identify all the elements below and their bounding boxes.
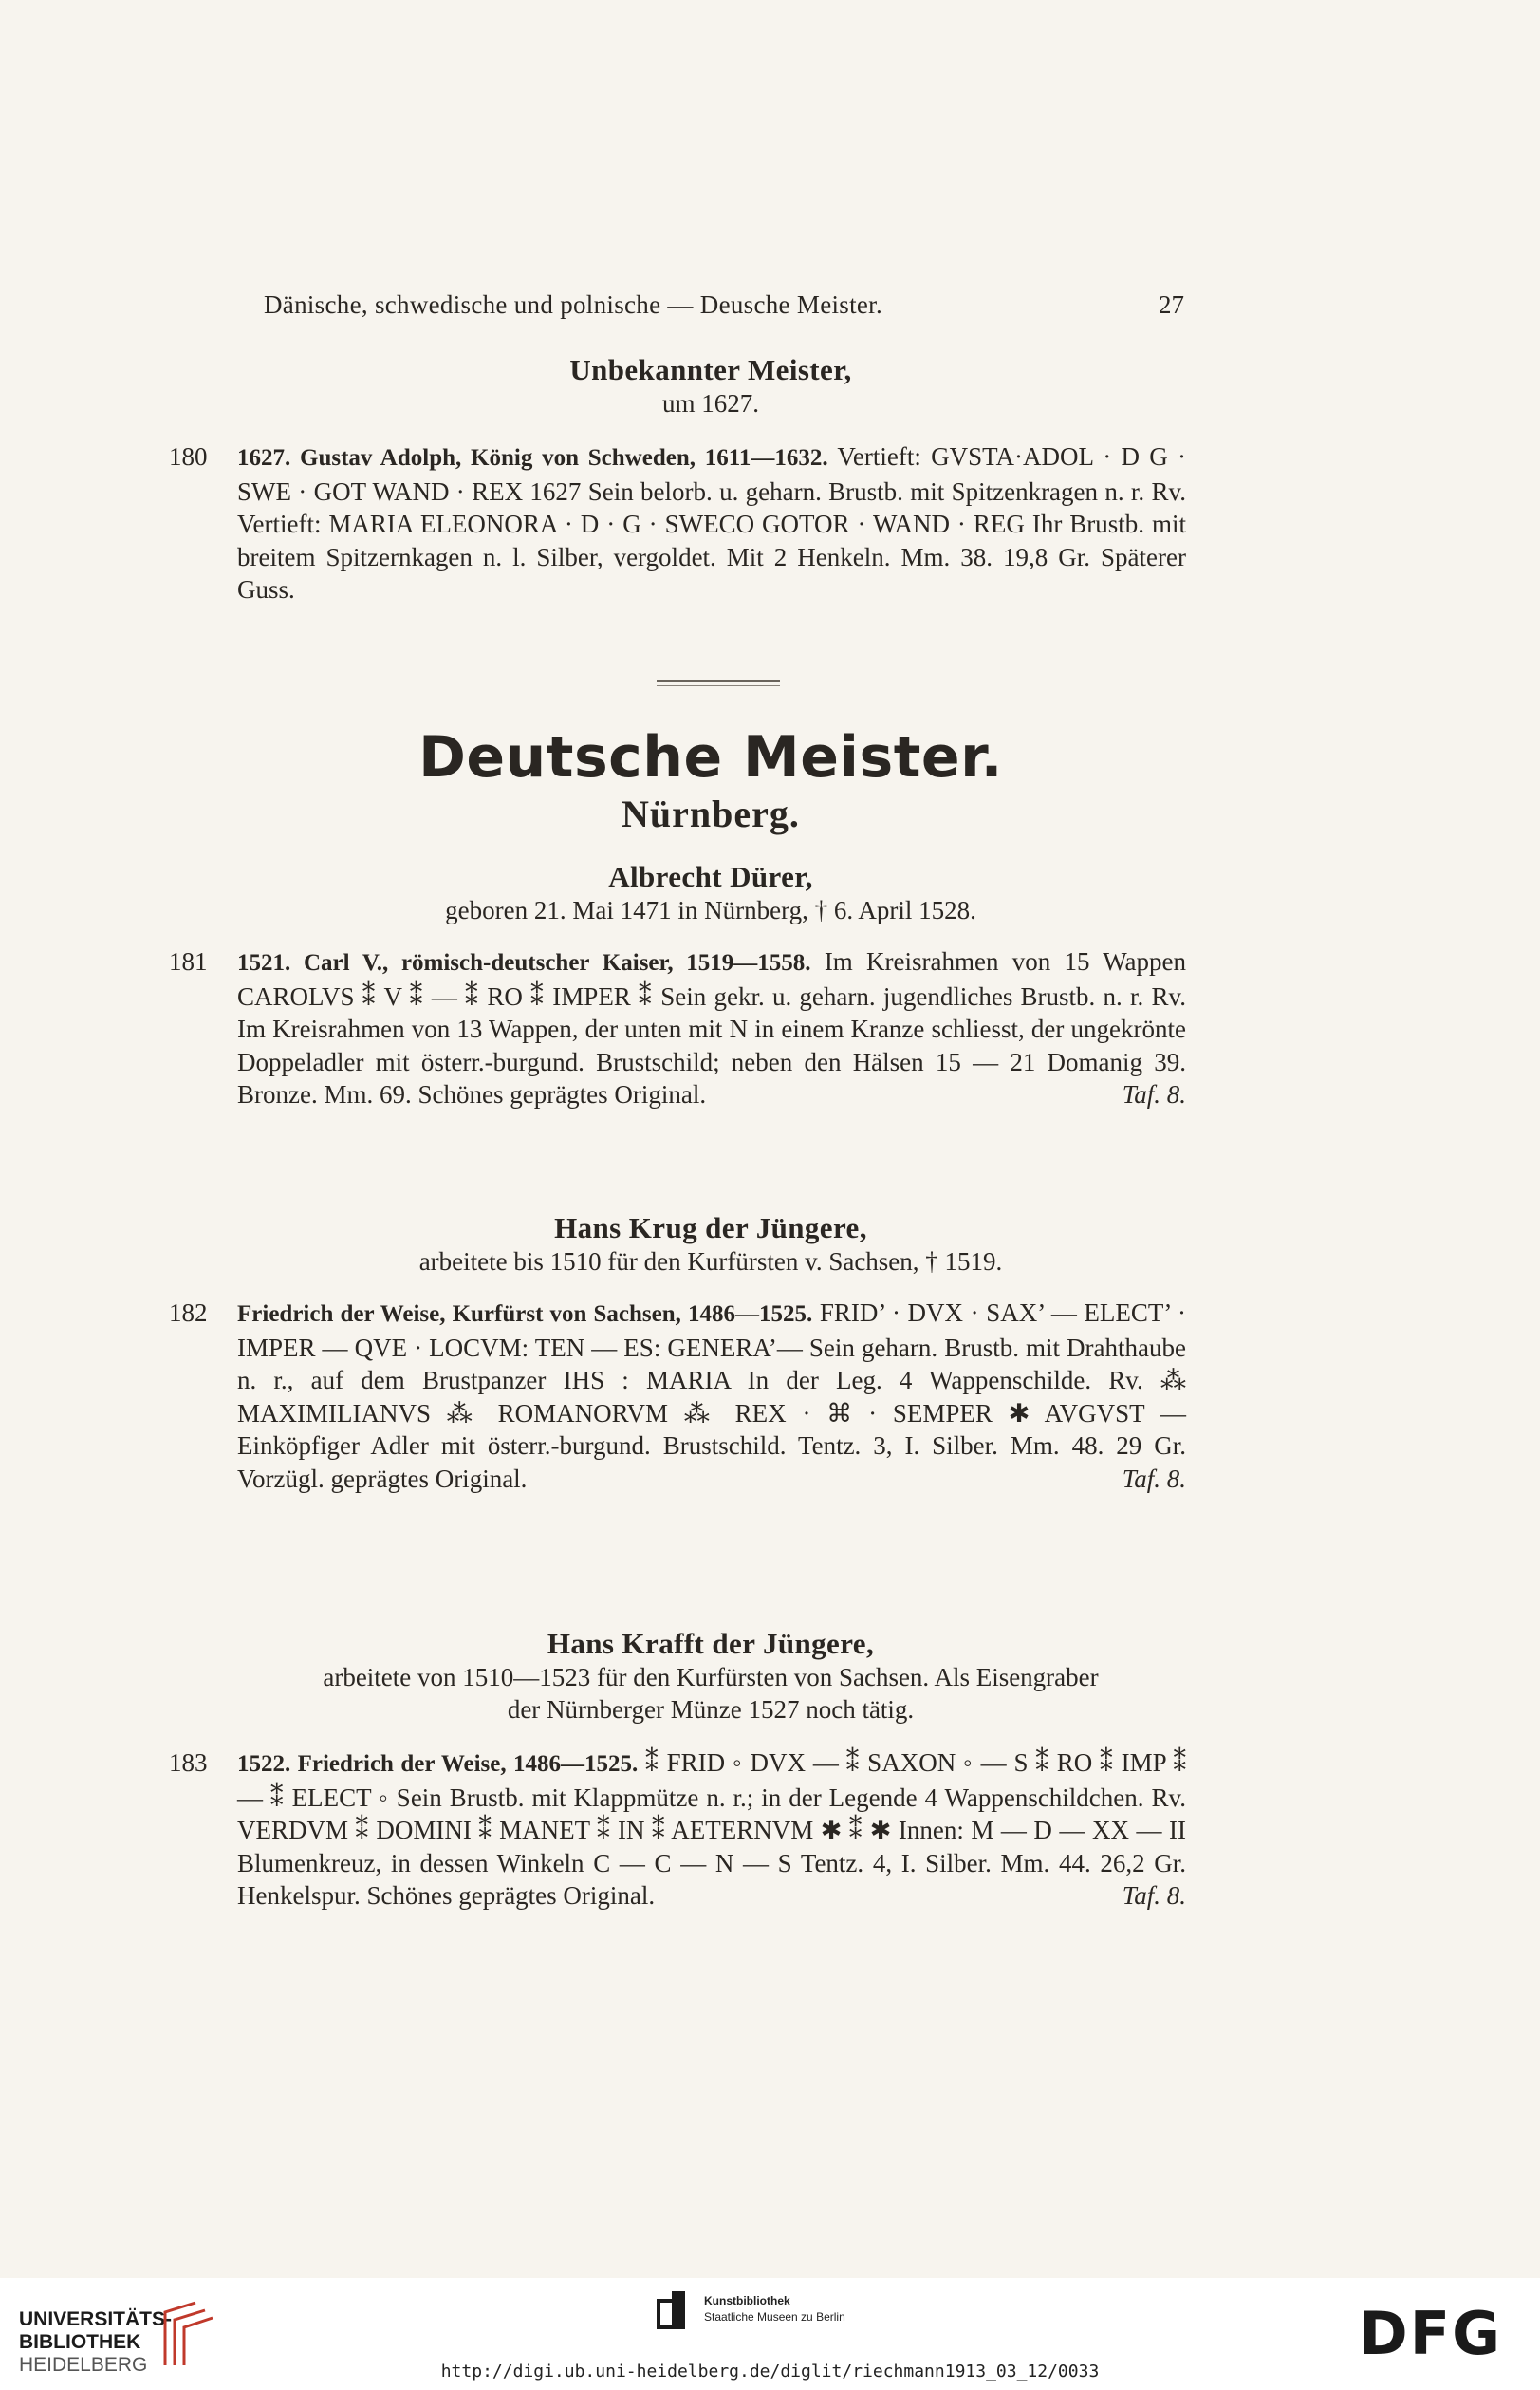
section-unbekannter-meister [235, 353, 1186, 420]
catalog-entry-180 [169, 440, 1186, 607]
section-heading: Unbekannter Meister, [569, 353, 852, 386]
plate-reference: Taf. 8. [1122, 1881, 1186, 1911]
entry-number: 180 [169, 442, 208, 471]
entry-number: 181 [169, 947, 208, 976]
divider [657, 680, 780, 682]
entry-lead: Friedrich der Weise, Kurfürst von Sachsen, 1486—1525. [237, 1301, 813, 1327]
entry-text: Vertieft: GVSTA·ADOL · D G · SWE · GOT WAND · REX 1627 Sein belorb. u. geharn. Brustb. mit Spitzenkragen n. r. Rv. Vertieft: MARIA ELEONORA · D · G · SWECO GOTOR · WAND · REG Ihr Brustb. mit breitem Spitzernkagen n. l. Silber, vergoldet. Mit 2 Henkeln. Mm. 38. 19,8 Gr. Späterer Guss. [237, 442, 1187, 605]
page-number: 27 [1159, 290, 1184, 319]
chapter-title: Deutsche Meister. [418, 724, 1003, 791]
library-name-line: BIBLIOTHEK [19, 2331, 141, 2353]
section-albrecht-duerer [235, 860, 1186, 926]
section-deutsche-meister [235, 723, 1186, 837]
city-title: Nürnberg. [622, 793, 800, 835]
section-heading: Hans Krug der Jüngere, [554, 1211, 867, 1244]
plate-reference: Taf. 8. [1122, 1464, 1186, 1493]
entry-lead: 1627. Gustav Adolph, König von Schweden, 1611—1632. [237, 445, 828, 471]
catalog-entry-182 [169, 1297, 1186, 1496]
section-subline: geboren 21. Mai 1471 in Nürnberg, † 6. April 1528. [445, 896, 976, 924]
permalink-url[interactable]: http://digi.ub.uni-heidelberg.de/diglit/riechmann1913_03_12/0033 [440, 2362, 1100, 2381]
entry-text: ⁑ FRID ◦ DVX — ⁑ SAXON ◦ — S ⁑ RO ⁑ IMP ⁑ — ⁑ ELECT ◦ Sein Brustb. mit Klappmütze n. r.; in der Legende 4 Wappenschildchen. Rv. VERDVM ⁑ DOMINI ⁑ MANET ⁑ IN ⁑ AETERNVM ✱ ⁑ ✱ Innen: M — D — XX — II Blumenkreuz, in dessen Winkeln C — C — N — S Tentz. 4, I. Silber. Mm. 44. 26,2 Gr. Henkelspur. Schönes geprägtes Original. [237, 1748, 1187, 1911]
footer-band [0, 2278, 1540, 2390]
entry-number: 183 [169, 1748, 208, 1777]
section-heading: Albrecht Dürer, [608, 860, 813, 893]
entry-lead: 1521. Carl V., römisch-deutscher Kaiser, 1519—1558. [237, 950, 811, 976]
kunstbibliothek-sub: Staatliche Museen zu Berlin [704, 2310, 845, 2324]
library-name-line: UNIVERSITÄTS- [19, 2308, 173, 2330]
catalog-entry-181 [169, 945, 1186, 1111]
dfg-logo[interactable]: DFG [1359, 2299, 1502, 2368]
section-subline: arbeitete von 1510—1523 für den Kurfürsten von Sachsen. Als Eisengraber [323, 1663, 1099, 1691]
kunstbibliothek-name: Kunstbibliothek [704, 2294, 790, 2307]
section-subline: um 1627. [661, 389, 759, 418]
running-title: Dänische, schwedische und polnische — Deusche Meister. [264, 290, 883, 319]
section-hans-krug [235, 1211, 1186, 1278]
entry-body [237, 1746, 1186, 1913]
plate-reference: Taf. 8. [1122, 1080, 1186, 1110]
entry-text: FRID’ · DVX · SAX’ — ELECT’ · IMPER — QVE · LOCVM: TEN — ES: GENERA’— Sein geharn. Brustb. mit Drahthaube n. r., auf dem Brustpanzer IHS : MARIA In der Leg. 4 Wappenschilde. Rv. ⁂ MAXIMILIANVS ⁂ ROMANORVM ⁂ REX · ⌘ · SEMPER ✱ AVGVST — Einköpfiger Adler mit österr.-burgund. Brustschild. Tentz. 3, I. Silber. Mm. 48. 29 Gr. Vorzügl. geprägtes Original. [237, 1298, 1186, 1493]
entry-text: Im Kreisrahmen von 15 Wappen CAROLVS ⁑ V ⁑ — ⁑ RO ⁑ IMPER ⁑ Sein gekr. u. geharn. jugendliches Brustb. n. r. Rv. Im Kreisrahmen von 13 Wappen, der unten mit N in einem Kranze schliesst, der ungekrönte Doppeladler mit österr.-burgund. Brustschild; neben den Hälsen 15 — 21 Domanig 39. Bronze. Mm. 69. Schönes geprägtes Original. [237, 947, 1186, 1110]
section-subline: der Nürnberger Münze 1527 noch tätig. [507, 1695, 915, 1724]
kunstbibliothek-logo-icon [655, 2289, 689, 2331]
divider [657, 685, 780, 686]
section-hans-krafft [235, 1627, 1186, 1726]
running-header [264, 290, 1184, 325]
entry-number: 182 [169, 1298, 208, 1327]
section-subline: arbeitete bis 1510 für den Kurfürsten v. Sachsen, † 1519. [418, 1247, 1003, 1276]
entry-lead: 1522. Friedrich der Weise, 1486—1525. [237, 1751, 639, 1777]
entry-body [237, 1297, 1186, 1496]
catalog-entry-183 [169, 1746, 1186, 1913]
library-name-line: HEIDELBERG [19, 2354, 148, 2376]
entry-body [237, 945, 1186, 1111]
kunstbibliothek-text[interactable] [704, 2293, 845, 2325]
entry-body [237, 440, 1186, 607]
library-mark-icon [158, 2299, 214, 2371]
section-heading: Hans Krafft der Jüngere, [547, 1627, 875, 1660]
